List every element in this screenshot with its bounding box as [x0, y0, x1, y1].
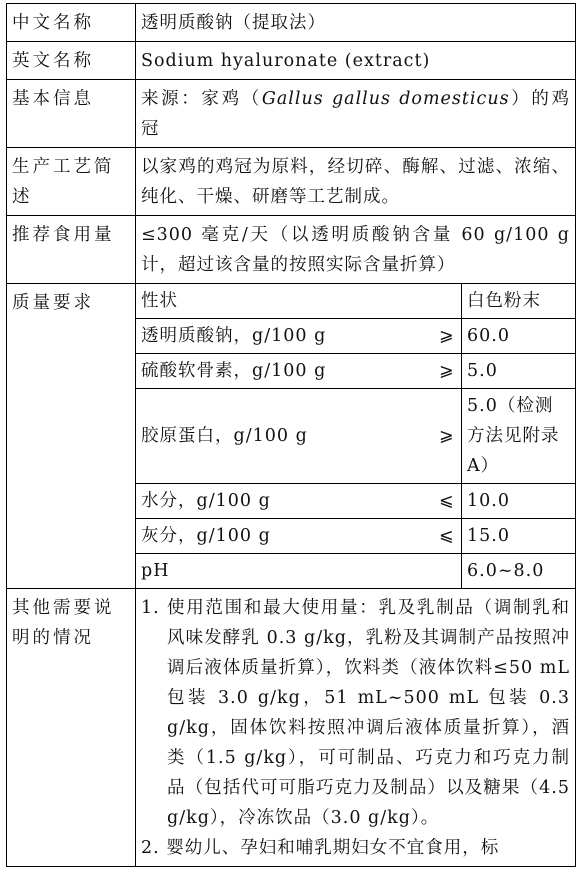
label-basic-info: 基本信息 — [7, 80, 136, 148]
row-en-name — [7, 42, 576, 80]
quality-item-name: 胶原蛋白，g/100 g — [136, 389, 434, 484]
quality-item-symbol — [434, 284, 462, 319]
quality-item-value: 10.0 — [462, 484, 576, 519]
note-item: 1. 使用范围和最大使用量：乳及乳制品（调制乳和风味发酵乳 0.3 g/kg，乳粉及其调制产品按照冲调后液体质量折算），饮料类（液体饮料≤50 mL 包装 3.0 g/kg，51 mL~500 mL 包装 0.3 g/kg，固体饮料按照冲调后液体质量折算），酒类（1.5 g/kg），可可制品、巧克力和巧克力制品（包括代可可脂巧克力及制品）以及糖果（4.5 g/kg），冷冻饮品（3.0 g/kg）。 — [141, 598, 570, 828]
quality-item-symbol: ⩽ — [434, 519, 462, 554]
value-process: 以家鸡的鸡冠为原料，经切碎、酶解、过滤、浓缩、纯化、干燥、研磨等工艺制成。 — [136, 148, 576, 216]
label-intake: 推荐食用量 — [7, 216, 136, 284]
label-en-name: 英文名称 — [7, 42, 136, 80]
spec-table — [6, 3, 576, 867]
quality-item-name: 性状 — [136, 284, 434, 319]
value-intake: ≤300 毫克/天（以透明质酸钠含量 60 g/100 g 计，超过该含量的按照实际含量折算） — [136, 216, 576, 284]
quality-item-name: 水分，g/100 g — [136, 484, 434, 519]
quality-item-value: 5.0 — [462, 354, 576, 389]
quality-item-value: 15.0 — [462, 519, 576, 554]
quality-row — [136, 319, 575, 354]
quality-table — [136, 284, 575, 588]
quality-item-name: pH — [136, 554, 434, 589]
quality-row — [136, 484, 575, 519]
quality-cell — [136, 284, 576, 589]
quality-item-value: 6.0~8.0 — [462, 554, 576, 589]
note-item: 2. 婴幼儿、孕妇和哺乳期妇女不宜食用，标 — [141, 838, 500, 858]
basic-prefix: 来源：家鸡（ — [141, 89, 262, 109]
basic-suffix: ）的鸡冠 — [141, 89, 571, 139]
value-en-name: Sodium hyaluronate (extract) — [136, 42, 576, 80]
quality-item-value: 白色粉末 — [462, 284, 576, 319]
notes-list — [141, 593, 570, 863]
value-basic-info — [136, 80, 576, 148]
quality-row — [136, 354, 575, 389]
row-quality — [7, 284, 576, 589]
quality-row — [136, 389, 575, 484]
quality-item-value: 60.0 — [462, 319, 576, 354]
row-process — [7, 148, 576, 216]
quality-row — [136, 554, 575, 589]
quality-item-name: 硫酸软骨素，g/100 g — [136, 354, 434, 389]
row-cn-name — [7, 4, 576, 42]
quality-item-symbol: ⩾ — [434, 354, 462, 389]
label-quality: 质量要求 — [7, 284, 136, 589]
quality-item-symbol: ⩾ — [434, 389, 462, 484]
row-other — [7, 589, 576, 867]
row-basic-info — [7, 80, 576, 148]
label-cn-name: 中文名称 — [7, 4, 136, 42]
quality-row — [136, 519, 575, 554]
quality-item-symbol: ⩽ — [434, 484, 462, 519]
label-process: 生产工艺简述 — [7, 148, 136, 216]
value-cn-name: 透明质酸钠（提取法） — [136, 4, 576, 42]
label-other: 其他需要说明的情况 — [7, 589, 136, 867]
quality-item-name: 灰分，g/100 g — [136, 519, 434, 554]
quality-item-symbol: ⩾ — [434, 319, 462, 354]
spec-table-container — [6, 3, 576, 867]
quality-item-value: 5.0（检测方法见附录 A） — [462, 389, 576, 484]
quality-item-symbol — [434, 554, 462, 589]
row-intake — [7, 216, 576, 284]
basic-latin-name: Gallus gallus domesticus — [261, 89, 510, 109]
quality-item-name: 透明质酸钠，g/100 g — [136, 319, 434, 354]
value-other — [136, 589, 576, 867]
quality-row — [136, 284, 575, 319]
